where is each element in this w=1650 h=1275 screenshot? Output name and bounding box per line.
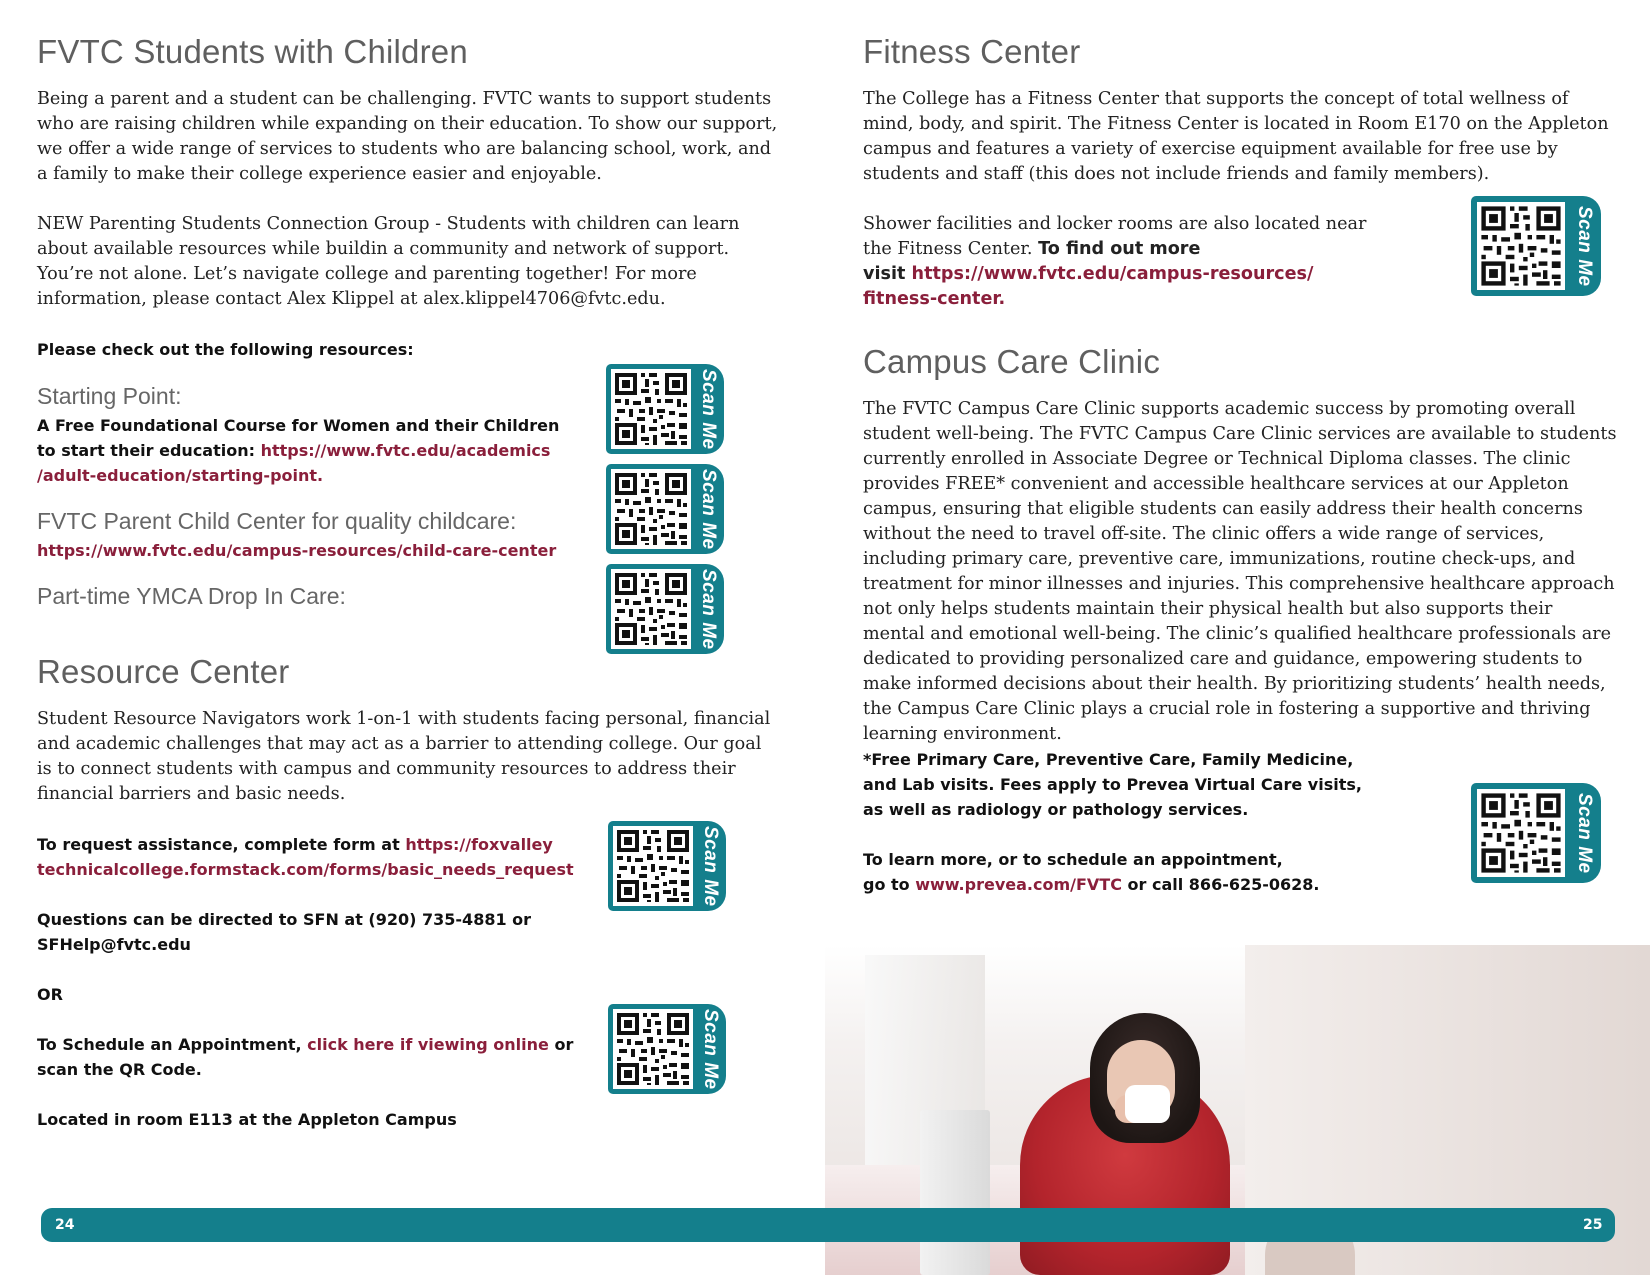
fitness-center-link-cont[interactable]: fitness-center. <box>863 289 1006 309</box>
scan-me-label: Scan Me <box>698 468 719 550</box>
shower-line2: the Fitness Center. <box>863 239 1039 259</box>
qr-code-fitness[interactable] <box>1471 196 1601 296</box>
scan-me-label: Scan Me <box>698 568 719 650</box>
qr-code-image <box>611 469 691 549</box>
schedule-online-link[interactable]: click here if viewing online <box>307 1035 549 1054</box>
free-note-line2: and Lab visits. Fees apply to Prevea Virtual Care visits, <box>863 775 1362 794</box>
intro-paragraph: Being a parent and a student can be challenging. FVTC wants to support students who are raising children while expanding on their education. To show our support, we offer a wide range of services to students who are balancing school, work, and a family to make their college experience easier and enjoyable. <box>37 89 778 184</box>
questions-email: SFHelp@fvtc.edu <box>37 935 191 954</box>
find-out-more: To find out more <box>1038 239 1201 259</box>
or-separator: OR <box>37 985 63 1004</box>
free-note-line3: as well as radiology or pathology services. <box>863 800 1249 819</box>
scan-me-label: Scan Me <box>700 825 721 907</box>
starting-point-line2: to start their education: <box>37 441 261 460</box>
scan-me-label: Scan Me <box>698 368 719 450</box>
starting-point-line1: A Free Foundational Course for Women and their Children <box>37 416 560 435</box>
parent-child-center-heading: FVTC Parent Child Center for quality childcare: <box>37 508 517 534</box>
request-prefix: To request assistance, complete form at <box>37 835 406 854</box>
request-assistance <box>37 832 607 882</box>
free-services-note <box>863 747 1423 822</box>
starting-point-link[interactable]: https://www.fvtc.edu/academics <box>260 441 551 460</box>
qr-code-image <box>1477 202 1565 290</box>
qr-code-clinic[interactable] <box>1471 783 1601 883</box>
ymca-heading: Part-time YMCA Drop In Care: <box>37 583 346 609</box>
qr-code-schedule[interactable] <box>608 1004 726 1094</box>
fitness-shower-info <box>863 212 1463 312</box>
footer-bar <box>41 1208 1615 1242</box>
resource-center-location: Located in room E113 at the Appleton Campus <box>37 1110 457 1129</box>
scan-me-label: Scan Me <box>1574 792 1595 874</box>
qr-code-image <box>611 369 691 449</box>
campus-care-clinic-title: Campus Care Clinic <box>863 343 1161 380</box>
schedule-line2: scan the QR Code. <box>37 1060 202 1079</box>
schedule-appointment <box>37 1032 607 1082</box>
qr-code-ymca[interactable] <box>606 564 724 654</box>
clinic-appointment-info <box>863 847 1423 897</box>
fitness-center-title: Fitness Center <box>863 33 1081 70</box>
learn-go-to: go to <box>863 875 916 894</box>
scan-me-label: Scan Me <box>700 1008 721 1090</box>
page-number-right: 25 <box>1583 1217 1603 1233</box>
questions-contact <box>37 907 607 957</box>
starting-point-heading: Starting Point: <box>37 383 182 409</box>
starting-point-text <box>37 413 597 488</box>
resource-center-title: Resource Center <box>37 653 290 690</box>
qr-code-image <box>1477 789 1565 877</box>
fitness-center-link[interactable]: https://www.fvtc.edu/campus-resources/ <box>911 264 1314 284</box>
scan-me-label: Scan Me <box>1574 205 1595 287</box>
questions-line1: Questions can be directed to SFN at (920) 735-4881 or <box>37 910 532 929</box>
schedule-prefix: To Schedule an Appointment, <box>37 1035 308 1054</box>
shower-line1: Shower facilities and locker rooms are also located near <box>863 214 1367 234</box>
campus-care-clinic-paragraph: The FVTC Campus Care Clinic supports academic success by promoting overall student well-being. The FVTC Campus Care Clinic services are available to students currently enrolled in Associate Degree or Technical Diploma classes. The clinic provides FREE* convenient and accessible healthcare services at our Appleton campus, ensuring that eligible students can easily address their health concerns without the need to travel off-site. The clinic offers a wide range of services, including primary care, preventive care, immunizations, routine check-ups, and treatment for minor illnesses and injuries. This comprehensive healthcare approach not only helps students maintain their physical health but also supports their mental and emotional well-being. The clinic’s qualified healthcare professionals are dedicated to providing personalized care and guidance, empowering students to make informed decisions about their health. By prioritizing students’ health needs, the Campus Care Clinic plays a crucial role in fostering a supportive and thriving learning environment. <box>863 399 1617 744</box>
starting-point-link-cont[interactable]: /adult-education/starting-point. <box>37 466 324 485</box>
child-care-center-link[interactable]: https://www.fvtc.edu/campus-resources/child-care-center <box>37 541 557 560</box>
photo-cup <box>920 1110 990 1275</box>
photo-tissue <box>1125 1085 1170 1123</box>
free-note-line1: *Free Primary Care, Preventive Care, Family Medicine, <box>863 750 1354 769</box>
qr-code-image <box>613 1009 693 1089</box>
qr-code-image <box>613 826 693 906</box>
resources-intro: Please check out the following resources: <box>37 340 414 359</box>
visit-label: visit <box>863 264 912 284</box>
qr-code-starting-point[interactable] <box>606 364 724 454</box>
fitness-center-paragraph: The College has a Fitness Center that supports the concept of total wellness of mind, body, and spirit. The Fitness Center is located in Room E170 on the Appleton campus and features a variety of exercise equipment available for free use by students and staff (this does not include friends and family members). <box>863 89 1609 184</box>
prevea-link[interactable]: www.prevea.com/FVTC <box>915 875 1122 894</box>
qr-code-request-form[interactable] <box>608 821 726 911</box>
request-form-link[interactable]: https://foxvalley <box>405 835 553 854</box>
parent-child-center-text <box>37 538 556 563</box>
qr-code-parent-child-center[interactable] <box>606 464 724 554</box>
qr-code-image <box>611 569 691 649</box>
resource-center-paragraph: Student Resource Navigators work 1-on-1 with students facing personal, financial and academic challenges that may act as a barrier to attending college. Our goal is to connect students with campus and community resources to address their financial barriers and basic needs. <box>37 709 771 804</box>
schedule-suffix: or <box>548 1035 574 1054</box>
learn-more-line1: To learn more, or to schedule an appointment, <box>863 850 1283 869</box>
learn-call: or call 866-625-0628. <box>1121 875 1320 894</box>
page-number-left: 24 <box>55 1217 75 1233</box>
request-form-link-cont[interactable]: technicalcollege.formstack.com/forms/basic_needs_request <box>37 860 574 879</box>
page-title-students-with-children: FVTC Students with Children <box>37 33 468 70</box>
connection-group-paragraph: NEW Parenting Students Connection Group - Students with children can learn about available resources while buildin a community and network of support. You’re not alone. Let’s navigate college and parenting together! For more information, please contact Alex Klippel at alex.klippel4706@fvtc.edu. <box>37 214 740 309</box>
